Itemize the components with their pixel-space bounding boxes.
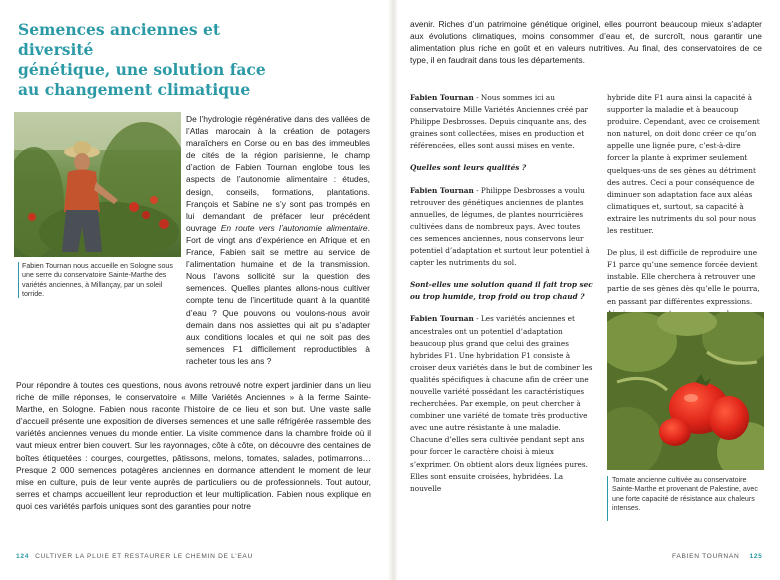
continuation-column bbox=[410, 18, 762, 66]
page-number: 125 bbox=[749, 553, 763, 560]
running-title: CULTIVER LA PLUIE ET RESTAURER LE CHEMIN DE L’EAU bbox=[35, 553, 253, 560]
answer-text: - Philippe Desbrosses a voulu retrouver des génétiques anciennes de plantes annuelles, de légumes, de plantes nourricières cultivées dans de nombreux pays. Avec toutes ces semences anciennes, nous conservons leur potentiel d’adaptation et surtout leur potentiel à capter les nutriments du sol. bbox=[410, 185, 590, 268]
page-gutter bbox=[388, 0, 398, 580]
chapter-title: Semences anciennes et diversité génétique, une solution face au changement climatique bbox=[18, 20, 266, 99]
caption-rule bbox=[18, 262, 19, 298]
speaker-name: Fabien Tournan bbox=[410, 185, 474, 195]
speaker-name: Fabien Tournan bbox=[410, 93, 474, 102]
answer-2 bbox=[410, 185, 593, 270]
question-text: Sont-elles une solution quand il fait trop sec ou trop humide, trop froid ou trop chaud ? bbox=[410, 280, 593, 302]
answer-paragraph: De plus, il est difficile de reproduire une F1 parce qu’une semence forcée devient instable. Elle cherchera à retrouver une partie de ses gènes dès qu’elle le pourra, en passant par différentes expressions. bbox=[607, 248, 760, 306]
interview-column-right bbox=[607, 92, 765, 332]
body-column bbox=[16, 379, 371, 512]
intro-paragraph bbox=[186, 113, 370, 367]
speaker-name: Fabien Tournan bbox=[410, 314, 474, 324]
photo-caption: Tomate ancienne cultivée au conservatoire Sainte-Marthe et provenant de Palestine, avec une forte capacité de résistance aux chaleurs intenses. bbox=[612, 476, 758, 513]
question-1 bbox=[410, 162, 593, 174]
caption-rule bbox=[607, 476, 608, 521]
answer-continuation: hybride dite F1 aura ainsi la capacité à supporter la maladie et à beaucoup produire. Cependant, avec ce croisement non naturel, on doit donc créer ce qu’on appelle une lignée pure, c’est-à-dire forcer la plante à exprimer seulement quelques-uns de ses gènes au détriment des autres. Ceci a pour conséquence de diminuer son adaptation face aux aléas climatiques et, surtout, sa capacité à extraire les nutriments du sol pour nous les restituer. bbox=[607, 93, 760, 236]
photo-caption: Fabien Tournan nous accueille en Sologne sous une serre du conservatoire Sainte-Marthe des variétés anciennes, à Millançay, par un soleil torride. bbox=[22, 262, 173, 299]
running-title: FABIEN TOURNAN bbox=[672, 553, 740, 560]
page-number: 124 bbox=[16, 553, 30, 560]
farmer-greenhouse-photo bbox=[14, 112, 181, 257]
question-text: Quelles sont leurs qualités ? bbox=[410, 163, 527, 173]
book-title: En route vers l’autonomie alimentaire bbox=[220, 222, 368, 233]
continuation-paragraph: avenir. Riches d’un patrimoine génétique originel, elles pourront beaucoup mieux s’adapter aux évolutions climatiques, moins consommer d’eau et, de surcroît, nous garantir une alimentation plus riche en goût et en valeurs nutritives. Au final, des conservatoires de ce type, il en faudrait dans tous les départements. bbox=[410, 19, 762, 66]
tomato-photo bbox=[607, 312, 764, 470]
answer-3 bbox=[410, 313, 593, 494]
answer-text: - Nous sommes ici au conservatoire Mille Variétés Anciennes créé par Philippe Desbrosses. Depuis cinquante ans, des graines sont collectées, mises en production et référencées, elles sont aussi mises en vente. bbox=[410, 93, 589, 151]
body-paragraph: Pour répondre à toutes ces questions, nous avons retrouvé notre expert jardinier dans un lieu riche de mille réponses, le conservatoire « Mille Variétés Anciennes » à la ferme Sainte-Marthe, en Sologne. Fabien nous raconte l’histoire de ce lieu et son but. Une vaste salle d’accueil présente une exposition de diverses semences et une salle réfrigérée rassemble des variétés anciennes venues du monde entier. La visite commence dans la chambre froide où il vaut mieux entrer bien couvert. Sur les rayonnages, côte à côte, on découvre des centaines de boîtes étiquetées : courges, courgettes, pâtissons, melons, tomates, salades, potimarrons… Presque 2 000 semences potagères anciennes en dormance attendent le moment de leur mise en culture, puis de leur vente auprès de particuliers ou de professionnels. Tout autour, serres et champs accueillent leur reproduction et leur multiplication. Fabien nous explique en quoi ces variétés parfois uniques sont des garanties pour notre bbox=[16, 380, 371, 511]
intro-column bbox=[186, 113, 370, 366]
intro-text-part2: . Fort de vingt ans d’expérience en Afrique et en France, Fabien sait se mettre au service de l’alimentation humaine et de la transmission. Nous l’avons sollicité sur la question des semences. Quelles plantes allons-nous cultiver compte tenu de l’incertitude quant à la quantité d’eau ? Que pouvons ou voulons-nous avoir demain dans nos assiettes qui ait pu s’adapter aux conditions locales et qui ne soit pas des semences F1 difficilement reproductibles à racheter tous les ans ? bbox=[186, 222, 370, 366]
intro-text-part1: De l’hydrologie régénérative dans des vallées de l’Atlas marocain à la création de potagers maraîchers en Corse ou en bas des immeubles de cités de la région parisienne, le champ d’action de Fabien Tournan englobe tous les aspects de l’autonomie alimentaire : études, design, conseils, formations, plantations. François et Sabine ne s’y sont pas trompés en lui demandant de préfacer leur précédent ouvrage bbox=[186, 114, 370, 233]
question-2 bbox=[410, 279, 593, 303]
answer-text: - Les variétés anciennes et ancestrales ont un potentiel d’adaptation beaucoup plus grand que celui des graines hybrides F1. Une hybridation F1 consiste à croiser deux variétés dans le but de combiner les qualités spécifiques à chacune afin de créer une nouvelle variété possédant les caractéristiques recherchées. Par exemple, on peut chercher à combiner une variété de tomate très productive avec une autre résistante à une maladie. Chacune d’elles sera cultivée pendant sept ans pour forcer le caractère choisi à mieux s’exprimer. On obtient alors deux lignées pures. Elles sont ensuite croisées, hybridées. La nouvelle bbox=[410, 314, 593, 493]
left-footer bbox=[16, 553, 253, 560]
right-footer bbox=[672, 553, 763, 560]
answer-1 bbox=[410, 92, 593, 152]
interview-column-left bbox=[410, 92, 593, 495]
